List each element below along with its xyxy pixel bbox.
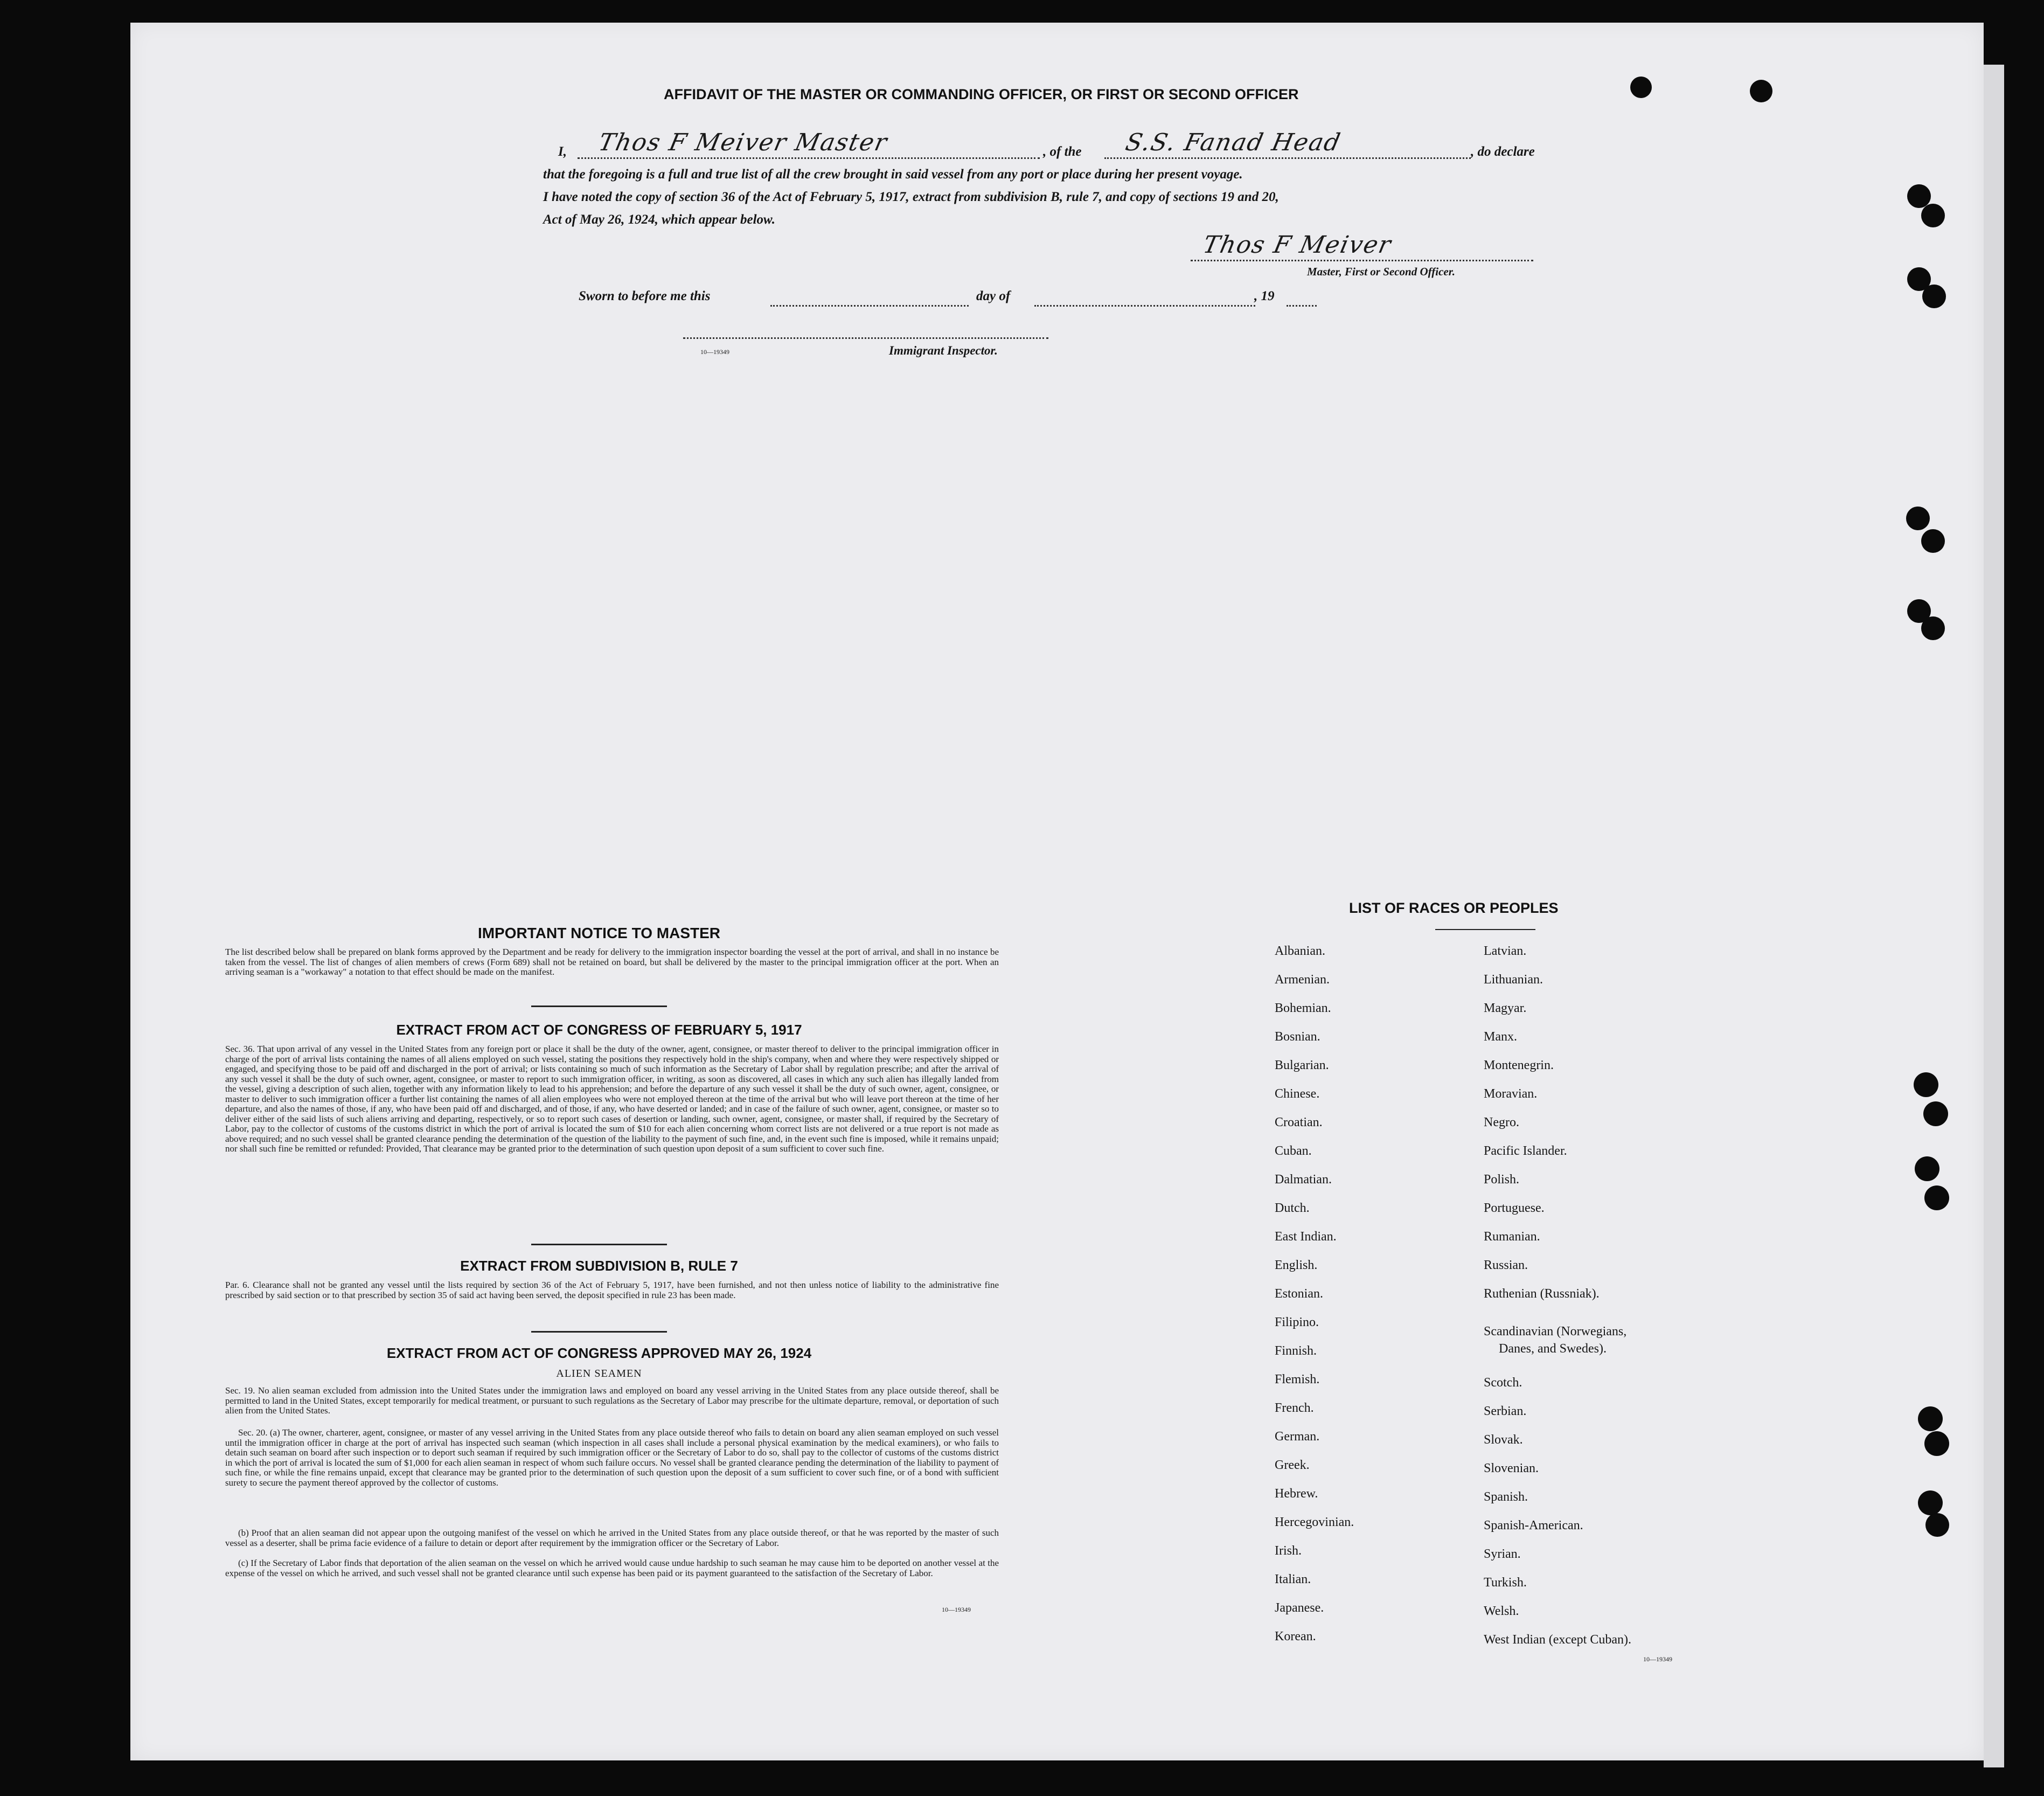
punch-hole	[1914, 1072, 1938, 1097]
race-item: Turkish.	[1484, 1576, 1527, 1590]
race-item: Scotch.	[1484, 1376, 1522, 1390]
affidavit-i-label: I,	[558, 144, 567, 159]
race-item: Spanish-American.	[1484, 1518, 1583, 1533]
punch-hole	[1915, 1156, 1939, 1181]
extract3-subtitle: ALIEN SEAMEN	[556, 1368, 642, 1379]
race-item: Montenegrin.	[1484, 1058, 1554, 1072]
race-item: Albanian.	[1275, 944, 1325, 958]
race-item: Syrian.	[1484, 1547, 1521, 1561]
affidavit-form-number: 10—19349	[700, 348, 729, 356]
race-item: Italian.	[1275, 1572, 1311, 1586]
race-item: Chinese.	[1275, 1087, 1320, 1101]
race-item: Dalmatian.	[1275, 1173, 1332, 1187]
inspector-caption: Immigrant Inspector.	[889, 344, 998, 357]
extract3-sec20a: Sec. 20. (a) The owner, charterer, agent, consignee, or master of any vessel arriving in the United States from any place outside thereof who fails to detain on board any alien seaman employed on such vessel until the immigration officer in charge at the port of arrival has inspected such seaman (which inspection in all cases shall include a personal physical examination by the medical examiners), or who fails to detain such seaman on board after such inspection or to deport such seaman if required by such immigration officer or the Secretary of Labor to do so, shall pay to the collector of customs of the customs district in which the port of arrival is located the sum of $1,000 for each alien seaman in respect of whom such failure occurs. No vessel shall be granted clearance pending the determination of the liability to payment of such fine, or while the fine remains unpaid, except that clearance may be granted prior to the determination of such question upon the deposit of a sum sufficient to cover such fine, or of a bond with sufficient surety to secure the payment thereof approved by the collector of customs.	[225, 1427, 999, 1488]
race-item: Polish.	[1484, 1173, 1520, 1187]
sworn-day-field[interactable]	[770, 291, 969, 307]
races-title: LIST OF RACES OR PEOPLES	[1349, 900, 1559, 916]
race-item: Hebrew.	[1275, 1487, 1318, 1501]
race-item: Bosnian.	[1275, 1030, 1320, 1044]
race-item: Magyar.	[1484, 1001, 1527, 1015]
race-item: Ruthenian (Russniak).	[1484, 1287, 1600, 1301]
race-item: Bulgarian.	[1275, 1058, 1329, 1072]
declarant-field[interactable]	[578, 129, 1040, 158]
punch-hole	[1630, 77, 1652, 98]
extract2-title: EXTRACT FROM SUBDIVISION B, RULE 7	[460, 1258, 738, 1274]
do-declare-label: , do declare	[1471, 144, 1535, 159]
punch-hole	[1925, 1513, 1949, 1537]
race-item: Hercegovinian.	[1275, 1515, 1354, 1529]
race-item: Estonian.	[1275, 1287, 1323, 1301]
punch-hole	[1918, 1406, 1943, 1431]
race-item: Slovenian.	[1484, 1461, 1539, 1475]
divider	[531, 1331, 667, 1333]
punch-hole	[1921, 616, 1945, 640]
race-item: West Indian (except Cuban).	[1484, 1633, 1631, 1647]
race-item: English.	[1275, 1258, 1318, 1272]
divider	[1435, 929, 1535, 930]
page-edge	[1984, 65, 2004, 1767]
year-label: , 19	[1254, 289, 1275, 303]
divider	[531, 1244, 667, 1245]
race-item: Lithuanian.	[1484, 973, 1543, 987]
sworn-year-field[interactable]	[1287, 291, 1317, 307]
race-item: Welsh.	[1484, 1604, 1519, 1618]
race-item: Spanish.	[1484, 1490, 1528, 1504]
of-the-label: , of the	[1043, 144, 1082, 159]
race-item: Russian.	[1484, 1258, 1528, 1272]
race-item: Dutch.	[1275, 1201, 1310, 1215]
extract2-body: Par. 6. Clearance shall not be granted any vessel until the lists required by section 36 of the Act of February 5, 1917, have been furnished, and not then unless notice of liability to the administrative fine prescribed by said section or to that prescribed by section 35 of said act having been served, the deposit specified in rule 23 has been made.	[225, 1280, 999, 1300]
race-item: French.	[1275, 1401, 1314, 1415]
affidavit-line-4: Act of May 26, 1924, which appear below.	[543, 212, 776, 227]
punch-hole	[1918, 1490, 1943, 1515]
signature-handwriting: Thos F Meiver	[1200, 231, 1394, 259]
race-item: Portuguese.	[1484, 1201, 1545, 1215]
sworn-label: Sworn to before me this	[579, 289, 711, 303]
race-item: Japanese.	[1275, 1601, 1324, 1615]
race-item: Armenian.	[1275, 973, 1330, 987]
punch-hole	[1922, 285, 1946, 308]
vessel-handwriting: S.S. Fanad Head	[1123, 129, 1344, 156]
affidavit-title: AFFIDAVIT OF THE MASTER OR COMMANDING OFFICER, OR FIRST OR SECOND OFFICER	[664, 86, 1299, 102]
race-item: Negro.	[1484, 1115, 1519, 1129]
punch-hole	[1921, 204, 1945, 227]
race-item: Korean.	[1275, 1629, 1316, 1644]
punch-hole	[1906, 507, 1930, 530]
vessel-field[interactable]	[1104, 129, 1471, 158]
extract3-title: EXTRACT FROM ACT OF CONGRESS APPROVED MAY 26, 1924	[386, 1345, 812, 1361]
inspector-signature-line[interactable]	[683, 337, 1048, 339]
affidavit-line-3: I have noted the copy of section 36 of the Act of February 5, 1917, extract from subdivision B, rule 7, and copy of sections 19 and 20,	[543, 190, 1279, 204]
race-item: Moravian.	[1484, 1087, 1538, 1101]
race-item: German.	[1275, 1430, 1320, 1444]
race-item: Danes, and Swedes).	[1499, 1342, 1607, 1356]
race-item: East Indian.	[1275, 1230, 1337, 1244]
race-item: Rumanian.	[1484, 1230, 1540, 1244]
notice-body: The list described below shall be prepared on blank forms approved by the Department and be ready for delivery to the immigration inspector boarding the vessel at the port of arrival, and shall in no instance be taken from the vessel. The list of changes of alien members of crews (Form 689) shall not be retained on board, but shall be delivered by the master to the principal immigration officer at the port. When an arriving seaman is a "workaway" a notation to that effect should be made on the manifest.	[225, 947, 999, 977]
race-item: Latvian.	[1484, 944, 1527, 958]
punch-hole	[1924, 1185, 1949, 1210]
race-item: Filipino.	[1275, 1315, 1319, 1329]
extract3-sec19: Sec. 19. No alien seaman excluded from admission into the United States under the immigration laws and employed on board any vessel arriving in the United States from any place outside thereof, shall be permitted to land in the United States, except temporarily for medical treatment, or pursuant to such regulations as the Secretary of Labor may prescribe for the ultimate departure, removal, or deportation of such alien from the United States.	[225, 1385, 999, 1416]
race-item: Slovak.	[1484, 1433, 1523, 1447]
race-item: Pacific Islander.	[1484, 1144, 1567, 1158]
race-item: Croatian.	[1275, 1115, 1323, 1129]
notice-title: IMPORTANT NOTICE TO MASTER	[477, 925, 721, 941]
race-item: Bohemian.	[1275, 1001, 1331, 1015]
extract3-sec20b: (b) Proof that an alien seaman did not appear upon the outgoing manifest of the vessel on which he arrived in the United States from any place outside thereof, or that he was reported by the master of such vessel as a deserter, shall be prima facie evidence of a failure to detain or deport after requirement by the immigration officer or the Secretary of Labor.	[225, 1528, 999, 1548]
punch-hole	[1924, 1431, 1949, 1456]
race-item: Flemish.	[1275, 1372, 1320, 1386]
signature-caption: Master, First or Second Officer.	[1307, 265, 1455, 278]
race-item: Scandinavian (Norwegians,	[1484, 1325, 1627, 1339]
punch-hole	[1923, 1101, 1948, 1126]
affidavit-line-2: that the foregoing is a full and true list of all the crew brought in said vessel from any port or place during her present voyage.	[543, 167, 1243, 182]
race-item: Irish.	[1275, 1544, 1302, 1558]
signature-field[interactable]	[1191, 231, 1533, 261]
divider	[531, 1006, 667, 1007]
races-form-number: 10—19349	[1643, 1655, 1672, 1663]
declarant-handwriting: Thos F Meiver Master	[596, 129, 891, 156]
race-item: Finnish.	[1275, 1344, 1317, 1358]
race-item: Serbian.	[1484, 1404, 1527, 1418]
extract1-body: Sec. 36. That upon arrival of any vessel in the United States from any foreign port or place it shall be the duty of the owner, agent, consignee, or master thereof to deliver to the principal immigration officer in charge of the port of arrival lists containing the names of all aliens employed on such vessel, stating the positions they respectively hold in the ship's company, when and where they were respectively shipped or engaged, and specifying those to be paid off and discharged in the port of arrival; or lists containing so much of such information as the Secretary of Labor shall by regulation prescribe; and after the arrival of any such vessel it shall be the duty of such owner, agent, consignee, or master to report to such immigration officer, in writing, as soon as discovered, all cases in which any such alien has illegally landed from the vessel, giving a description of such alien, together with any information likely to lead to his apprehension; and before the departure of any such vessel it shall be the duty of such owner, agent, consignee, or master to deliver to such immigration officer a further list containing the names of all alien employees who were not employed thereon at the time of the arrival but who will leave port thereon at the time of her departure, and also the names of those, if any, who have been paid off and discharged, and of those, if any, who have deserted or landed; and in case of the failure of such owner, agent, consignee, or master so to deliver either of the said lists of such aliens arriving and departing, respectively, or so to report such cases of desertion or landing, such owner, agent, consignee, or master shall, if required by the Secretary of Labor, pay to the collector of customs of the customs district in which the port of arrival is located the sum of $10 for each alien concerning whom correct lists are not delivered or a true report is not made as above required; and no such vessel shall be granted clearance pending the determination of the question of the liability to the payment of such fine, and, in the event such fine is imposed, while it remains unpaid; nor shall such fine be remitted or refunded: Provided, That clearance may be granted prior to the determination of such question upon deposit of a sum sufficient to cover such fine.	[225, 1044, 999, 1154]
race-item: Cuban.	[1275, 1144, 1312, 1158]
document-page	[130, 23, 1984, 1760]
sworn-month-field[interactable]	[1034, 291, 1255, 307]
race-item: Manx.	[1484, 1030, 1517, 1044]
extract1-title: EXTRACT FROM ACT OF CONGRESS OF FEBRUARY 5, 1917	[396, 1022, 802, 1038]
race-item: Greek.	[1275, 1458, 1310, 1472]
notice-form-number: 10—19349	[942, 1606, 971, 1613]
punch-hole	[1921, 529, 1945, 553]
punch-hole	[1750, 80, 1772, 102]
extract3-sec20c: (c) If the Secretary of Labor finds that deportation of the alien seaman on the vessel on which he arrived would cause undue hardship to such seaman he may cause him to be deported on another vessel at the expense of the vessel on which he arrived, and such vessel shall not be granted clearance until such expense has been paid or its payment guaranteed to the satisfaction of the Secretary of Labor.	[225, 1558, 999, 1578]
day-of-label: day of	[976, 289, 1011, 303]
